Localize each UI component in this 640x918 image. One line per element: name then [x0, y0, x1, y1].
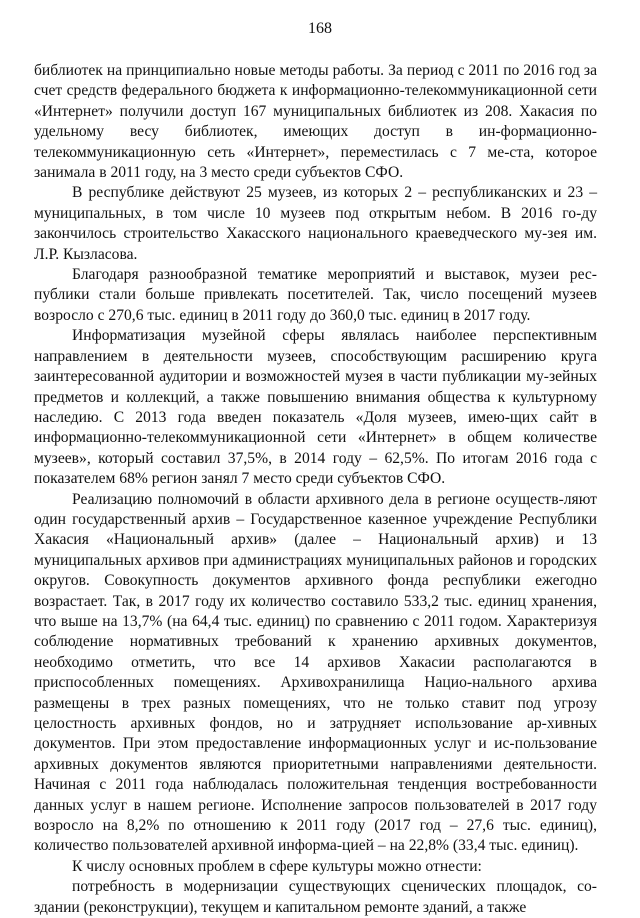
paragraph-museums-count: В республике действуют 25 музеев, из которых 2 – республиканских и 23 – муниципальных, в том числе 10 музеев под открытым небом. В 2016 го-ду закончилось строительство Хакасского национального краеведческого му-зея им. Л.Р. Кызласова.	[34, 184, 597, 263]
paragraph-problems-intro: К числу основных проблем в сфере культуры можно отнести:	[72, 857, 482, 875]
paragraph-museum-informatization: Информатизация музейной сферы являлась наиболее перспективным направлением в деятельности музеев, способствующим расширению круга заинтересованной аудитории и возможностей музея в части публикации му-зейных предметов и коллекций, а также повышению внимания общества к культурному наследию. С 2013 года введен показатель «Доля музеев, имею-щих сайт в информационно-телекоммуникационной сети «Интернет» в общем количестве музеев», который составил 37,5%, в 2014 году – 62,5%. По итогам 2016 года с показателем 68% регион занял 7 место среди субъектов СФО.	[34, 327, 597, 488]
document-body	[34, 61, 597, 918]
paragraph-libraries: библиотек на принципиально новые методы работы. За период с 2011 по 2016 год за счет средств федерального бюджета к информационно-телекоммуникационной сети «Интернет» получили доступ 167 муниципальных библиотек из 208. Хакасия по удельному весу библиотек, имеющих доступ в ин-формационно-телекоммуникационную сеть «Интернет», переместилась с 7 ме-ста, которое занимала в 2011 году, на 3 место среди субъектов СФО.	[34, 62, 597, 182]
page-number: 168	[308, 20, 332, 37]
paragraph-archives: Реализацию полномочий в области архивного дела в регионе осуществ-ляют один государственный архив – Государственное казенное учреждение Республики Хакасия «Национальный архив» (далее – Национальный архив) и 13 муниципальных архивов при администрациях муниципальных районов и городских округов. Совокупность документов архивного фонда республики ежегодно возрастает. Так, в 2017 году их количество составило 533,2 тыс. единиц хранения, что выше на 13,7% (на 64,4 тыс. единиц) по сравнению с 2011 годом. Характеризуя соблюдение нормативных требований к хранению архивных документов, необходимо отметить, что все 14 архивов Хакасии располагаются в приспособленных помещениях. Архивохранилища Нацио-нального архива размещены в трех разных помещениях, что не только ставит под угрозу целостность архивных фондов, но и затрудняет использование ар-хивных документов. При этом предоставление информационных услуг и ис-пользование архивных документов являются приоритетными направлениями деятельности. Начиная с 2011 года наблюдалась положительная тенденция востребованности данных услуг в нашем регионе. Исполнение запросов пользователей в 2017 году возросло на 8,2% по отношению к 2011 году (2017 год – 27,6 тыс. единиц), количество пользователей архивной информа-цией – на 22,8% (33,4 тыс. единиц).	[34, 490, 597, 855]
paragraph-museum-visits: Благодаря разнообразной тематике мероприятий и выставок, музеи рес-публики стали больше привлекать посетителей. Так, число посещений музеев возросло с 270,6 тыс. единиц в 2011 году до 360,0 тыс. единиц в 2017 году.	[34, 266, 597, 324]
paragraph-problems-first-item: потребность в модернизации существующих сценических площадок, со-здании (реконструкции), текущем и капитальном ремонте зданий, а также	[34, 878, 597, 916]
